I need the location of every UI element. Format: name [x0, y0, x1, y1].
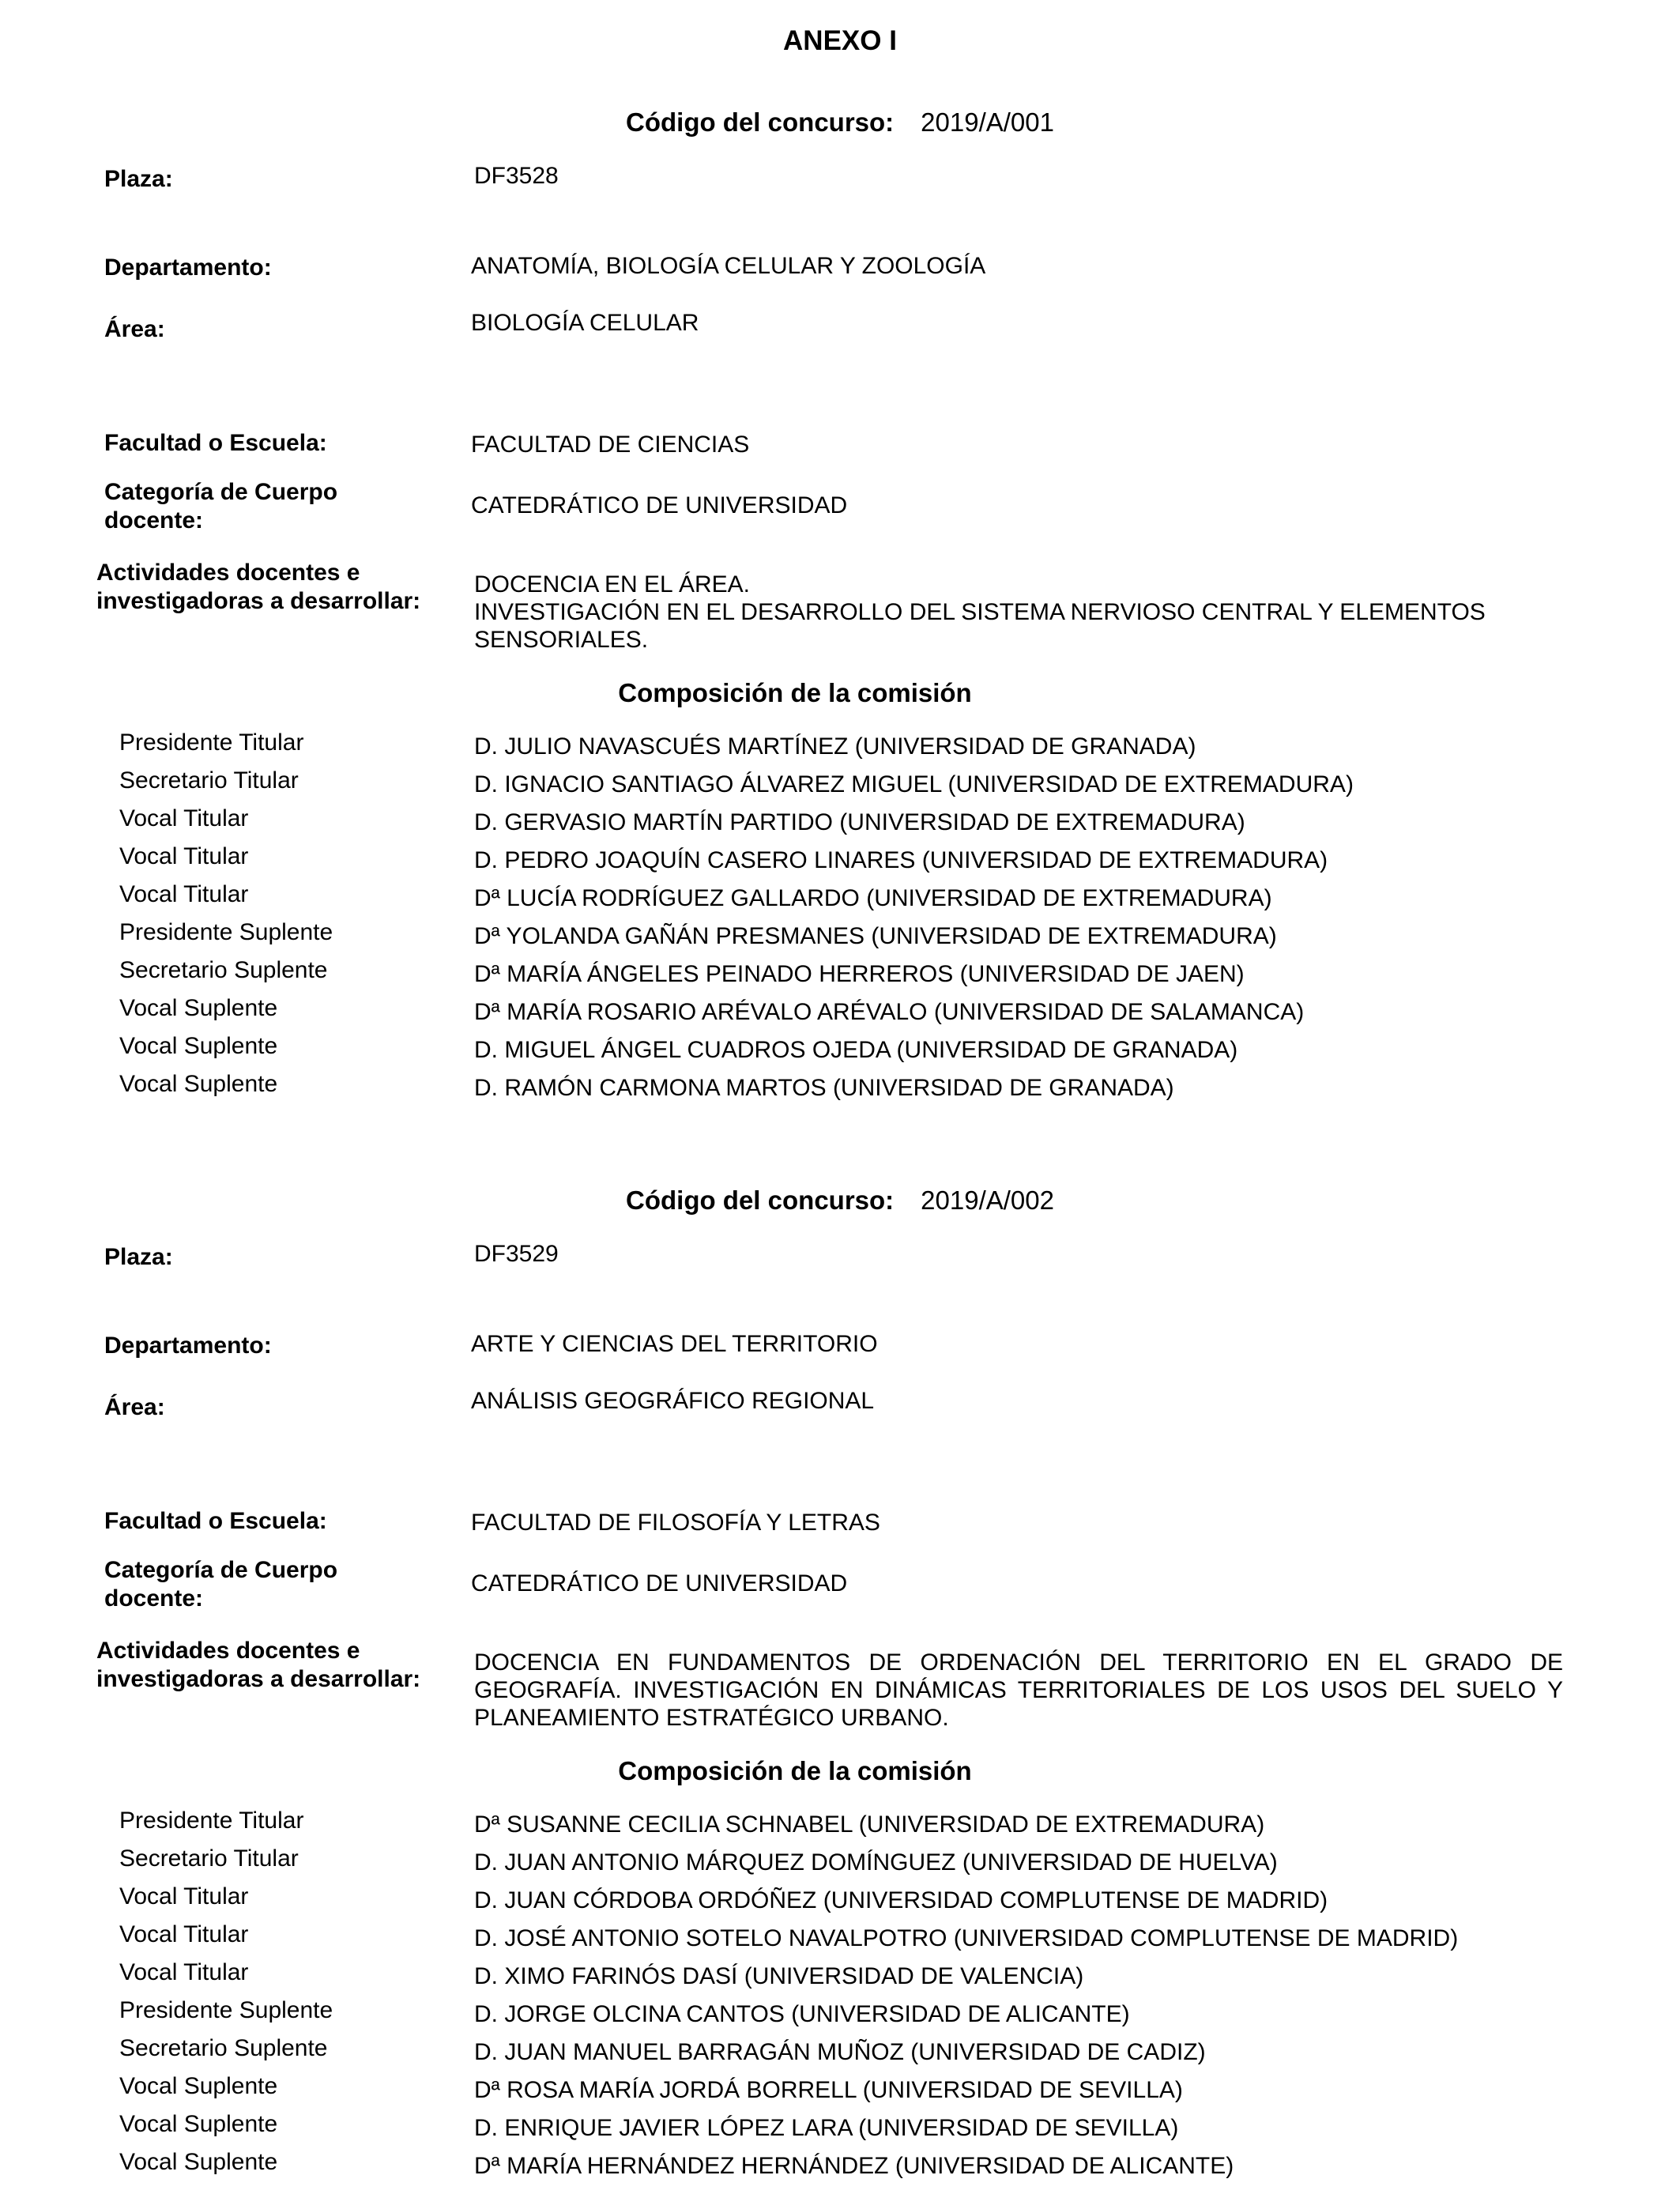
comision-member: Dª MARÍA HERNÁNDEZ HERNÁNDEZ (UNIVERSIDAD DE ALICANTE) [474, 2153, 1234, 2179]
comision-member: Dª LUCÍA RODRÍGUEZ GALLARDO (UNIVERSIDAD DE EXTREMADURA) [474, 885, 1272, 911]
categoria-value: CATEDRÁTICO DE UNIVERSIDAD [471, 1570, 848, 1596]
concurso-code-label: Código del concurso: [626, 1186, 895, 1215]
comision-role: Secretario Suplente [119, 957, 328, 983]
plaza-label: Plaza: [104, 166, 173, 192]
concurso-code-label: Código del concurso: [626, 107, 895, 137]
actividades-label-line-1: Actividades docentes e [96, 1638, 360, 1664]
actividades-label-line-2: investigadoras a desarrollar: [96, 1666, 421, 1692]
plaza-value: DF3528 [474, 163, 559, 189]
actividades-label-line-1: Actividades docentes e [96, 560, 360, 586]
comision-role: Vocal Suplente [119, 2111, 278, 2137]
categoria-label-line-1: Categoría de Cuerpo [104, 479, 338, 505]
departamento-value: ANATOMÍA, BIOLOGÍA CELULAR Y ZOOLOGÍA [471, 253, 986, 279]
actividades-line: SENSORIALES. [474, 627, 649, 653]
comision-role: Vocal Suplente [119, 1033, 278, 1059]
comision-member: D. MIGUEL ÁNGEL CUADROS OJEDA (UNIVERSIDAD DE GRANADA) [474, 1037, 1238, 1063]
area-value: ANÁLISIS GEOGRÁFICO REGIONAL [471, 1388, 875, 1414]
comision-role: Vocal Titular [119, 881, 249, 907]
comision-role: Presidente Titular [119, 1808, 304, 1834]
comision-role: Vocal Suplente [119, 1071, 278, 1097]
actividades-label-line-2: investigadoras a desarrollar: [96, 588, 421, 614]
composicion-heading: Composición de la comisión [618, 1756, 972, 1785]
facultad-label: Facultad o Escuela: [104, 1508, 327, 1534]
comision-role: Vocal Titular [119, 1883, 249, 1909]
comision-role: Presidente Titular [119, 729, 304, 756]
comision-role: Presidente Suplente [119, 919, 333, 945]
comision-member: Dª ROSA MARÍA JORDÁ BORRELL (UNIVERSIDAD DE SEVILLA) [474, 2077, 1183, 2103]
comision-role: Vocal Titular [119, 805, 249, 831]
comision-member: D. RAMÓN CARMONA MARTOS (UNIVERSIDAD DE GRANADA) [474, 1075, 1174, 1101]
departamento-label: Departamento: [104, 254, 272, 281]
comision-member: Dª SUSANNE CECILIA SCHNABEL (UNIVERSIDAD DE EXTREMADURA) [474, 1811, 1265, 1838]
area-value: BIOLOGÍA CELULAR [471, 310, 699, 336]
comision-role: Vocal Suplente [119, 2149, 278, 2175]
concurso-code-line [0, 1186, 1680, 1216]
comision-member: D. IGNACIO SANTIAGO ÁLVAREZ MIGUEL (UNIVERSIDAD DE EXTREMADURA) [474, 771, 1354, 797]
comision-member: D. JULIO NAVASCUÉS MARTÍNEZ (UNIVERSIDAD DE GRANADA) [474, 733, 1196, 760]
comision-member: D. GERVASIO MARTÍN PARTIDO (UNIVERSIDAD DE EXTREMADURA) [474, 809, 1245, 835]
facultad-label: Facultad o Escuela: [104, 430, 327, 456]
comision-member: Dª MARÍA ROSARIO ARÉVALO ARÉVALO (UNIVERSIDAD DE SALAMANCA) [474, 999, 1305, 1025]
concurso-code-value: 2019/A/001 [921, 107, 1054, 137]
actividades-value: DOCENCIA EN FUNDAMENTOS DE ORDENACIÓN DEL TERRITORIO EN EL GRADO DE GEOGRAFÍA. INVESTIGACIÓN EN DINÁMICAS TERRITORIALES DE LOS USOS DEL SUELO Y PLANEAMIENTO ESTRATÉGICO URBANO. [474, 1649, 1563, 1731]
comision-member: D. JOSÉ ANTONIO SOTELO NAVALPOTRO (UNIVERSIDAD COMPLUTENSE DE MADRID) [474, 1925, 1459, 1951]
comision-role: Secretario Titular [119, 767, 299, 794]
composicion-heading: Composición de la comisión [618, 678, 972, 707]
comision-member: D. XIMO FARINÓS DASÍ (UNIVERSIDAD DE VALENCIA) [474, 1963, 1084, 1989]
comision-role: Presidente Suplente [119, 1997, 333, 2023]
comision-role: Vocal Suplente [119, 995, 278, 1021]
comision-member: D. JUAN ANTONIO MÁRQUEZ DOMÍNGUEZ (UNIVERSIDAD DE HUELVA) [474, 1849, 1278, 1875]
concurso-code-line [0, 107, 1680, 138]
comision-role: Secretario Suplente [119, 2035, 328, 2061]
area-label: Área: [104, 1394, 165, 1420]
facultad-value: FACULTAD DE CIENCIAS [471, 432, 750, 458]
comision-role: Vocal Titular [119, 1959, 249, 1985]
actividades-line: DOCENCIA EN EL ÁREA. [474, 571, 750, 598]
categoria-value: CATEDRÁTICO DE UNIVERSIDAD [471, 492, 848, 518]
comision-role: Vocal Titular [119, 1921, 249, 1947]
concurso-code-value: 2019/A/002 [921, 1186, 1054, 1215]
area-label: Área: [104, 316, 165, 342]
comision-member: Dª YOLANDA GAÑÁN PRESMANES (UNIVERSIDAD DE EXTREMADURA) [474, 923, 1277, 949]
comision-member: Dª MARÍA ÁNGELES PEINADO HERREROS (UNIVERSIDAD DE JAEN) [474, 961, 1245, 987]
plaza-value: DF3529 [474, 1241, 559, 1267]
plaza-label: Plaza: [104, 1244, 173, 1270]
categoria-label-line-1: Categoría de Cuerpo [104, 1557, 338, 1583]
comision-role: Vocal Suplente [119, 2073, 278, 2099]
facultad-value: FACULTAD DE FILOSOFÍA Y LETRAS [471, 1510, 880, 1536]
comision-member: D. ENRIQUE JAVIER LÓPEZ LARA (UNIVERSIDAD DE SEVILLA) [474, 2115, 1179, 2141]
actividades-line: INVESTIGACIÓN EN EL DESARROLLO DEL SISTEMA NERVIOSO CENTRAL Y ELEMENTOS [474, 599, 1486, 625]
categoria-label-line-2: docente: [104, 507, 204, 533]
actividades-value [474, 571, 1563, 654]
comision-member: D. JUAN MANUEL BARRAGÁN MUÑOZ (UNIVERSIDAD DE CADIZ) [474, 2039, 1206, 2065]
page-title: ANEXO I [783, 25, 897, 56]
comision-member: D. JORGE OLCINA CANTOS (UNIVERSIDAD DE ALICANTE) [474, 2001, 1130, 2027]
departamento-label: Departamento: [104, 1333, 272, 1359]
comision-member: D. JUAN CÓRDOBA ORDÓÑEZ (UNIVERSIDAD COMPLUTENSE DE MADRID) [474, 1887, 1328, 1913]
comision-role: Vocal Titular [119, 843, 249, 869]
comision-role: Secretario Titular [119, 1845, 299, 1872]
categoria-label-line-2: docente: [104, 1585, 204, 1612]
departamento-value: ARTE Y CIENCIAS DEL TERRITORIO [471, 1331, 878, 1357]
comision-member: D. PEDRO JOAQUÍN CASERO LINARES (UNIVERSIDAD DE EXTREMADURA) [474, 847, 1328, 873]
